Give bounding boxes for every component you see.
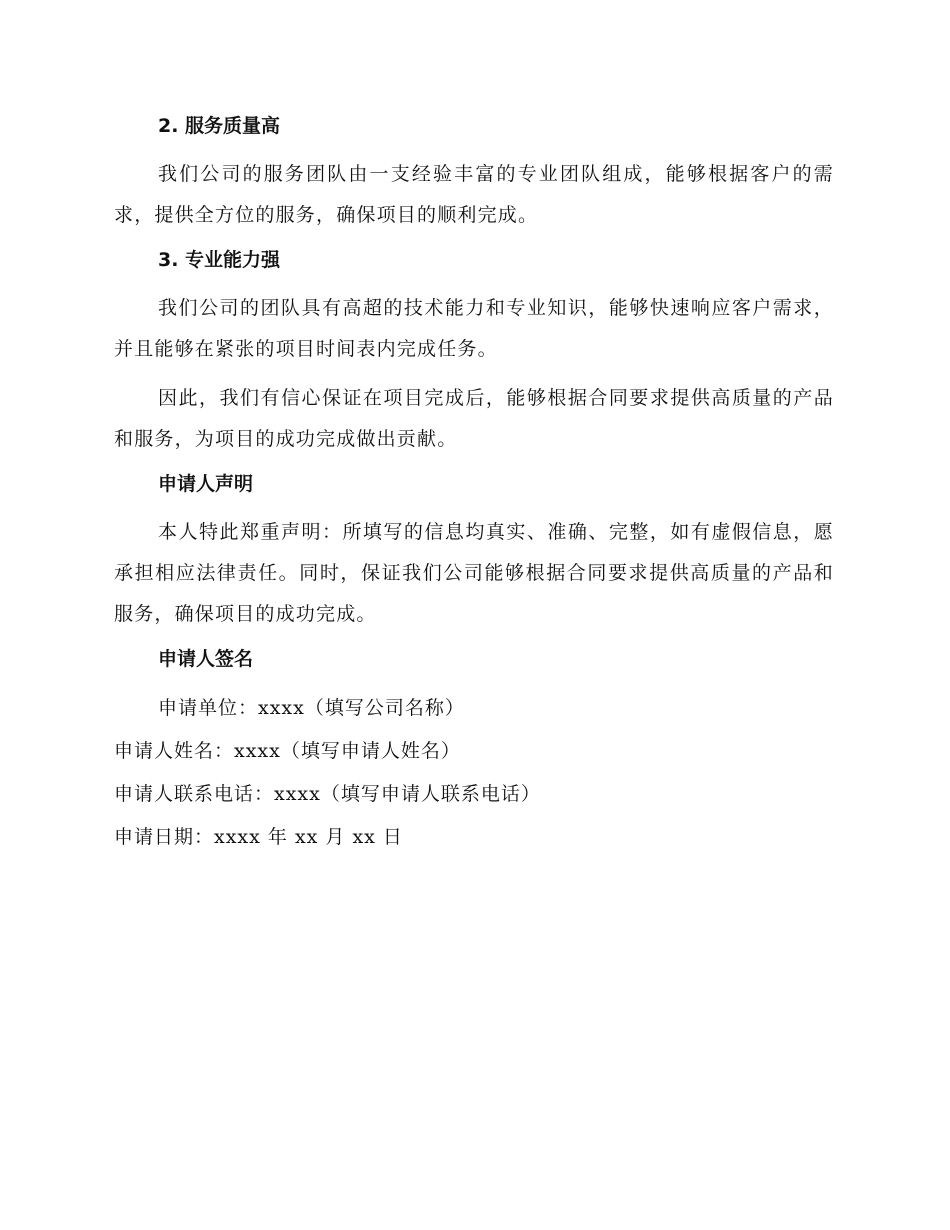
signature-block bbox=[114, 687, 834, 859]
application-date-line: 申请日期：xxxx 年 xx 月 xx 日 bbox=[114, 826, 403, 848]
applicant-unit-line: 申请单位：xxxx（填写公司名称） bbox=[158, 697, 465, 719]
applicant-name-line: 申请人姓名：xxxx（填写申请人姓名） bbox=[114, 740, 461, 762]
section-heading-service-quality: 2. 服务质量高 bbox=[158, 115, 281, 137]
paragraph-professional-ability: 我们公司的团队具有高超的技术能力和专业知识，能够快速响应客户需求，并且能够在紧张的项目时间表内完成任务。 bbox=[114, 297, 834, 360]
section-heading-applicant-signature: 申请人签名 bbox=[158, 648, 254, 670]
section-heading-applicant-declaration: 申请人声明 bbox=[158, 473, 254, 495]
paragraph-applicant-declaration: 本人特此郑重声明：所填写的信息均真实、准确、完整，如有虚假信息，愿承担相应法律责任。同时，保证我们公司能够根据合同要求提供高质量的产品和服务，确保项目的成功完成。 bbox=[114, 521, 834, 625]
paragraph-service-quality: 我们公司的服务团队由一支经验丰富的专业团队组成，能够根据客户的需求，提供全方位的服务，确保项目的顺利完成。 bbox=[114, 163, 834, 226]
section-heading-professional-ability: 3. 专业能力强 bbox=[158, 249, 281, 271]
document-page bbox=[114, 110, 834, 859]
paragraph-conclusion: 因此，我们有信心保证在项目完成后，能够根据合同要求提供高质量的产品和服务，为项目的成功完成做出贡献。 bbox=[114, 387, 834, 450]
applicant-phone-line: 申请人联系电话：xxxx（填写申请人联系电话） bbox=[114, 783, 541, 805]
